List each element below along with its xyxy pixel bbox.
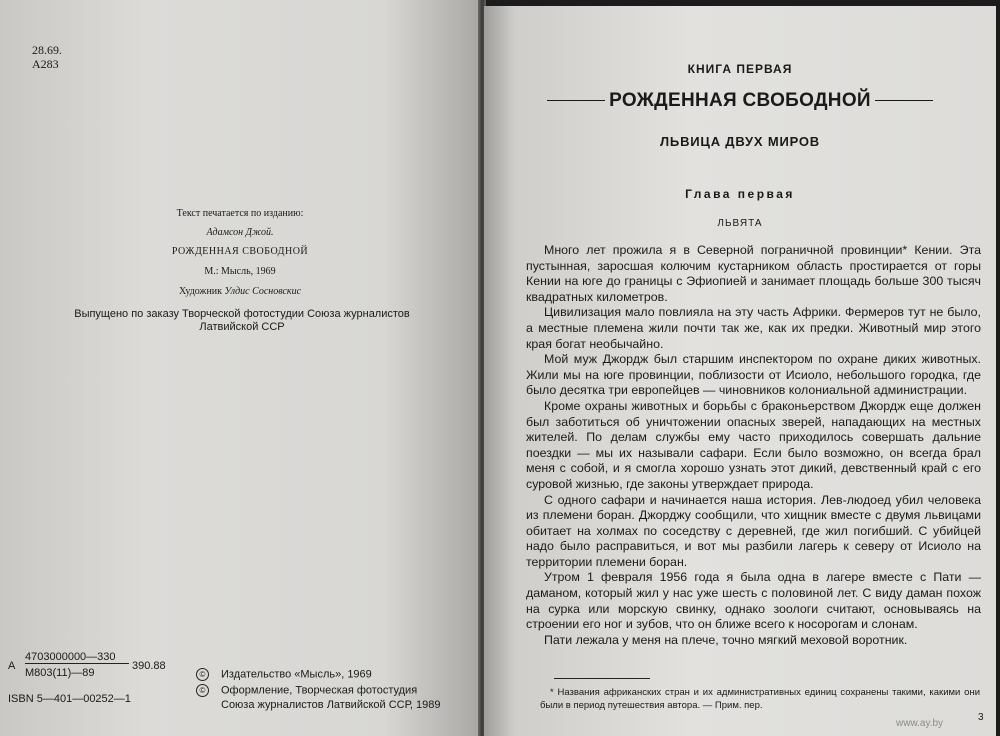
classification-code: А283 bbox=[32, 57, 59, 71]
chapter-heading: Глава первая bbox=[685, 187, 795, 201]
copyright-icon: © bbox=[196, 684, 209, 697]
copyright-text-1: Издательство «Мысль», 1969 bbox=[221, 668, 372, 681]
paragraph: Кроме охраны животных и борьбы с браконьерством Джордж еще должен был заботиться об уничтожении опасных зверей, нападающих на местных жителей. По делам службы ему часто приходилось совершать дальние поездки — мы их называли сафари. Если было возможно, он всегда брал меня с собой, и я смогла хорошо узнать этот дикий, девственный край с его суровой жизнью, где законы утверждает природа. bbox=[526, 398, 981, 491]
footnote-text: * Названия африканских стран и их административных единиц сохранены такими, какими они были в период путешествия автора. — Прим. пер. bbox=[540, 687, 980, 711]
imprint-illustrator bbox=[0, 286, 480, 297]
footnote bbox=[540, 686, 980, 712]
footnote-rule bbox=[554, 678, 650, 679]
isbn: ISBN 5—401—00252—1 bbox=[8, 693, 131, 705]
copyright-line-1 bbox=[196, 668, 372, 681]
left-page bbox=[0, 0, 480, 736]
watermark-text: www.ay.by bbox=[896, 718, 944, 729]
illustrator-prefix: Художник bbox=[178, 286, 223, 297]
book-title: РОЖДЕННАЯ СВОБОДНОЙ bbox=[609, 90, 871, 111]
copyright-text-2: Оформление, Творческая фотостудия bbox=[221, 684, 418, 697]
catalog-price: 390.88 bbox=[132, 660, 166, 672]
illustrator-name: Улдис Сосновскис bbox=[224, 286, 302, 297]
imprint-source-line: Текст печатается по изданию: bbox=[176, 208, 304, 219]
imprint-title: РОЖДЕННАЯ СВОБОДНОЙ bbox=[171, 246, 309, 257]
catalog-denominator: М803(11)—89 bbox=[25, 667, 95, 679]
book-label: КНИГА ПЕРВАЯ bbox=[687, 62, 793, 76]
right-page bbox=[484, 6, 996, 736]
imprint-publisher: М.: Мысль, 1969 bbox=[204, 266, 276, 277]
title-rule-left bbox=[547, 100, 605, 101]
book-subtitle: ЛЬВИЦА ДВУХ МИРОВ bbox=[660, 134, 820, 149]
title-rule-right bbox=[875, 100, 933, 101]
body-text bbox=[526, 243, 981, 648]
copyright-text-2-cont: Союза журналистов Латвийской ССР, 1989 bbox=[221, 699, 441, 711]
page-number: 3 bbox=[978, 712, 984, 723]
paragraph: Цивилизация мало повлияла на эту часть Африки. Фермеров тут не было, а местные племена жили почти так же, как их предки. Животный мир этого края богат необычайно. bbox=[526, 305, 981, 351]
catalog-numerator: 4703000000—330 bbox=[25, 651, 129, 664]
paragraph: Мой муж Джордж был старшим инспектором по охране диких животных. Жили мы на юге провинции, поблизости от Исиоло, небольшого городка, где было десятка три европейцев — чиновников колониальной администрации. bbox=[526, 352, 981, 398]
section-heading: ЛЬВЯТА bbox=[717, 218, 763, 229]
copyright-icon: © bbox=[196, 668, 209, 681]
published-note: Выпущено по заказу Творческой фотостудии Союза журналистов Латвийской ССР bbox=[74, 308, 410, 333]
paragraph: С одного сафари и начинается наша история. Лев-людоед убил человека из племени боран. Джорджу сообщили, что хищник вместе с двумя львицами обитает на холмах по соседству с деревней, где жил погибший. С убийцей надо было расправиться, и вот мы разбили лагерь к северу от Исиоло на территории племени боран. bbox=[526, 492, 981, 569]
imprint-author: Адамсон Джой. bbox=[206, 227, 274, 238]
paragraph: Утром 1 февраля 1956 года я была одна в лагере вместе с Пати — даманом, который жил у нас уже шесть с половиной лет. С виду даман похож на сурка или морскую свинку, однако зоологи считают, основываясь на строении его ног и зубов, что он ближе всего к носорогам и слонам. bbox=[526, 570, 981, 632]
catalog-letter: А bbox=[8, 660, 16, 672]
paragraph: Много лет прожила я в Северной пограничной провинции* Кении. Эта пустынная, заросшая колючим кустарником область простирается от горы Кении на юге до границы с Эфиопией и занимает площадь больше 300 тысяч квадратных километров. bbox=[526, 243, 981, 304]
book-title-row bbox=[484, 90, 996, 112]
paragraph: Пати лежала у меня на плече, точно мягкий меховой воротник. bbox=[544, 632, 908, 647]
copyright-line-2 bbox=[196, 684, 417, 697]
classification-code: 28.69. bbox=[32, 43, 62, 57]
